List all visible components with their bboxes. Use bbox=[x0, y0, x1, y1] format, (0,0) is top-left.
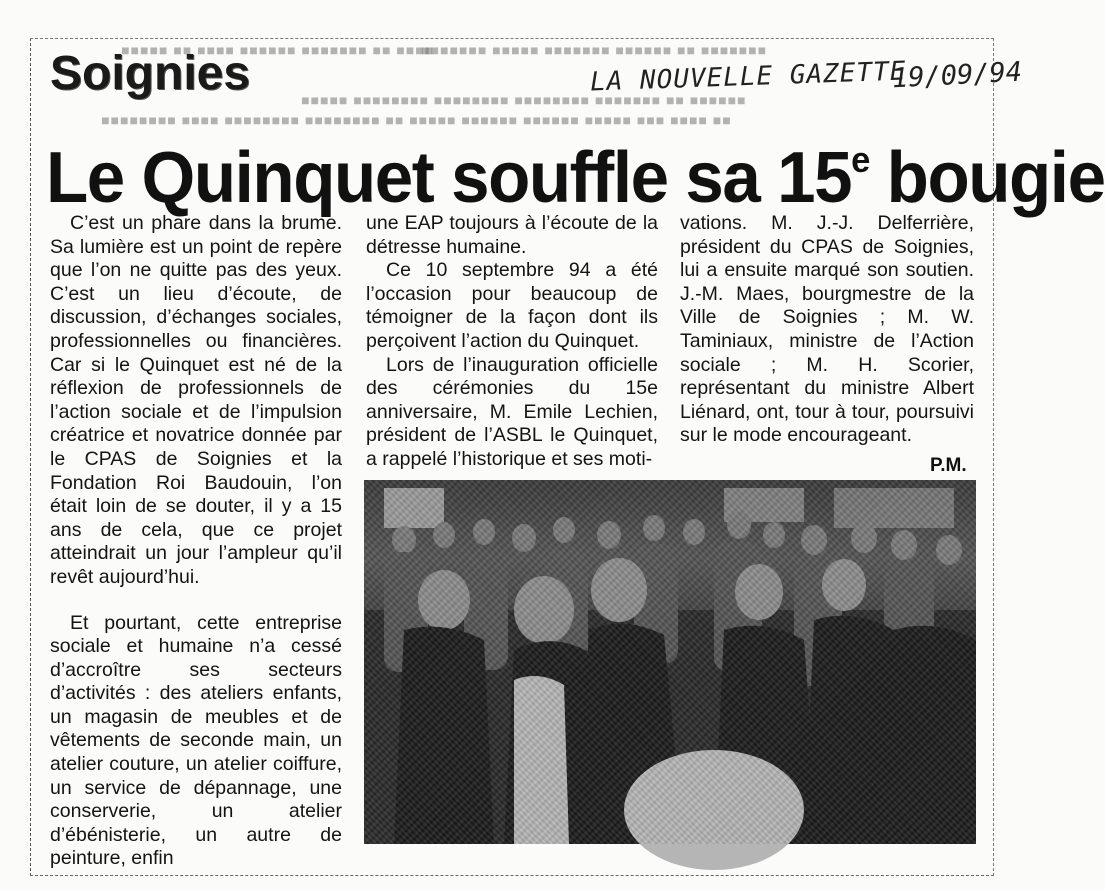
bleed-through-text: ■■■■■■■ ■■ ■■■■■■ ■■■■■■■ ■■■■■ ■■■■■■■ bbox=[420, 42, 766, 58]
article-column-3 bbox=[680, 212, 974, 448]
headline-end: bougie bbox=[868, 138, 1105, 218]
photo-grain bbox=[364, 480, 976, 844]
paragraph: une EAP toujours à l’écoute de la détresse humaine. bbox=[366, 212, 658, 258]
paragraph: C’est un phare dans la brume. Sa lumière est un point de repère que l’on ne quitte pas des yeux. C’est un lieu d’écoute, de discussion, d’échanges sociales, professionnelles ou financières. Car si le Quinquet est né de la réflexion de professionnels de l’action sociale et de l’impulsion créatrice et novatrice donnée par le CPAS de Soignies et la Fondation Roi Baudouin, l’on était loin de se douter, il y a 15 ans de cela, que ce projet atteindrait un jour l’ampleur qu’il revêt aujourd’hui. bbox=[50, 212, 342, 588]
headline-main: Le Quinquet souffle sa 15 bbox=[46, 138, 852, 218]
author-signature: P.M. bbox=[930, 455, 967, 476]
bleed-through-text: ■■ ■■■■ ■■■ ■■■■■ ■■■■■■ ■■■■■■ ■■■■■ ■■ ■■■■■■■■ ■■■■■■■■ ■■■■ ■■■■■■■■ bbox=[100, 112, 731, 128]
headline-superscript: e bbox=[851, 139, 869, 180]
paragraph: vations. M. J.-J. Delferrière, président du CPAS de Soignies, lui a ensuite marqué son soutien. J.-M. Maes, bourgmestre de la Ville de Soignies ; M. W. Taminiaux, ministre de l’Action sociale ; M. H. Scorier, représentant du ministre Albert Liénard, ont, tour à tour, poursuivi sur le mode encourageant. bbox=[680, 212, 974, 447]
crowd-photo bbox=[364, 480, 976, 844]
handwritten-source: LA NOUVELLE GAZETTE bbox=[589, 56, 907, 98]
bleed-through-text: ■■■■ ■■ ■■■■■■■ ■■■■■■ ■■■■ ■■ ■■■■■ bbox=[120, 42, 434, 58]
bleed-through-text: ■■■■■■ ■■ ■■■■■■■ ■■■■■■■■ ■■■■■■■■ ■■■■■■■■ ■■■■■ bbox=[300, 92, 746, 108]
section-kicker: Soignies bbox=[50, 47, 251, 100]
article-column-2 bbox=[366, 212, 658, 472]
handwritten-date: 19/09/94 bbox=[891, 56, 1023, 95]
paragraph: Et pourtant, cette entreprise sociale et humaine n’a cessé d’accroître ses secteurs d’activités : des ateliers enfants, un magasin de meubles et de vêtements de seconde main, un atelier couture, un atelier coiffure, un service de dépannage, une conserverie, un atelier d’ébénisterie, un autre de peinture, enfin bbox=[50, 611, 342, 870]
paragraph: Ce 10 septembre 94 a été l’occasion pour beaucoup de témoigner de la façon dont ils perçoivent l’action du Quinquet. bbox=[366, 259, 658, 352]
headline bbox=[46, 120, 1105, 218]
paragraph: Lors de l’inauguration officielle des cérémonies du 15e anniversaire, M. Emile Lechien, président de l’ASBL le Quinquet, a rappelé l’historique et ses moti- bbox=[366, 353, 658, 470]
article-column-1 bbox=[50, 212, 342, 871]
